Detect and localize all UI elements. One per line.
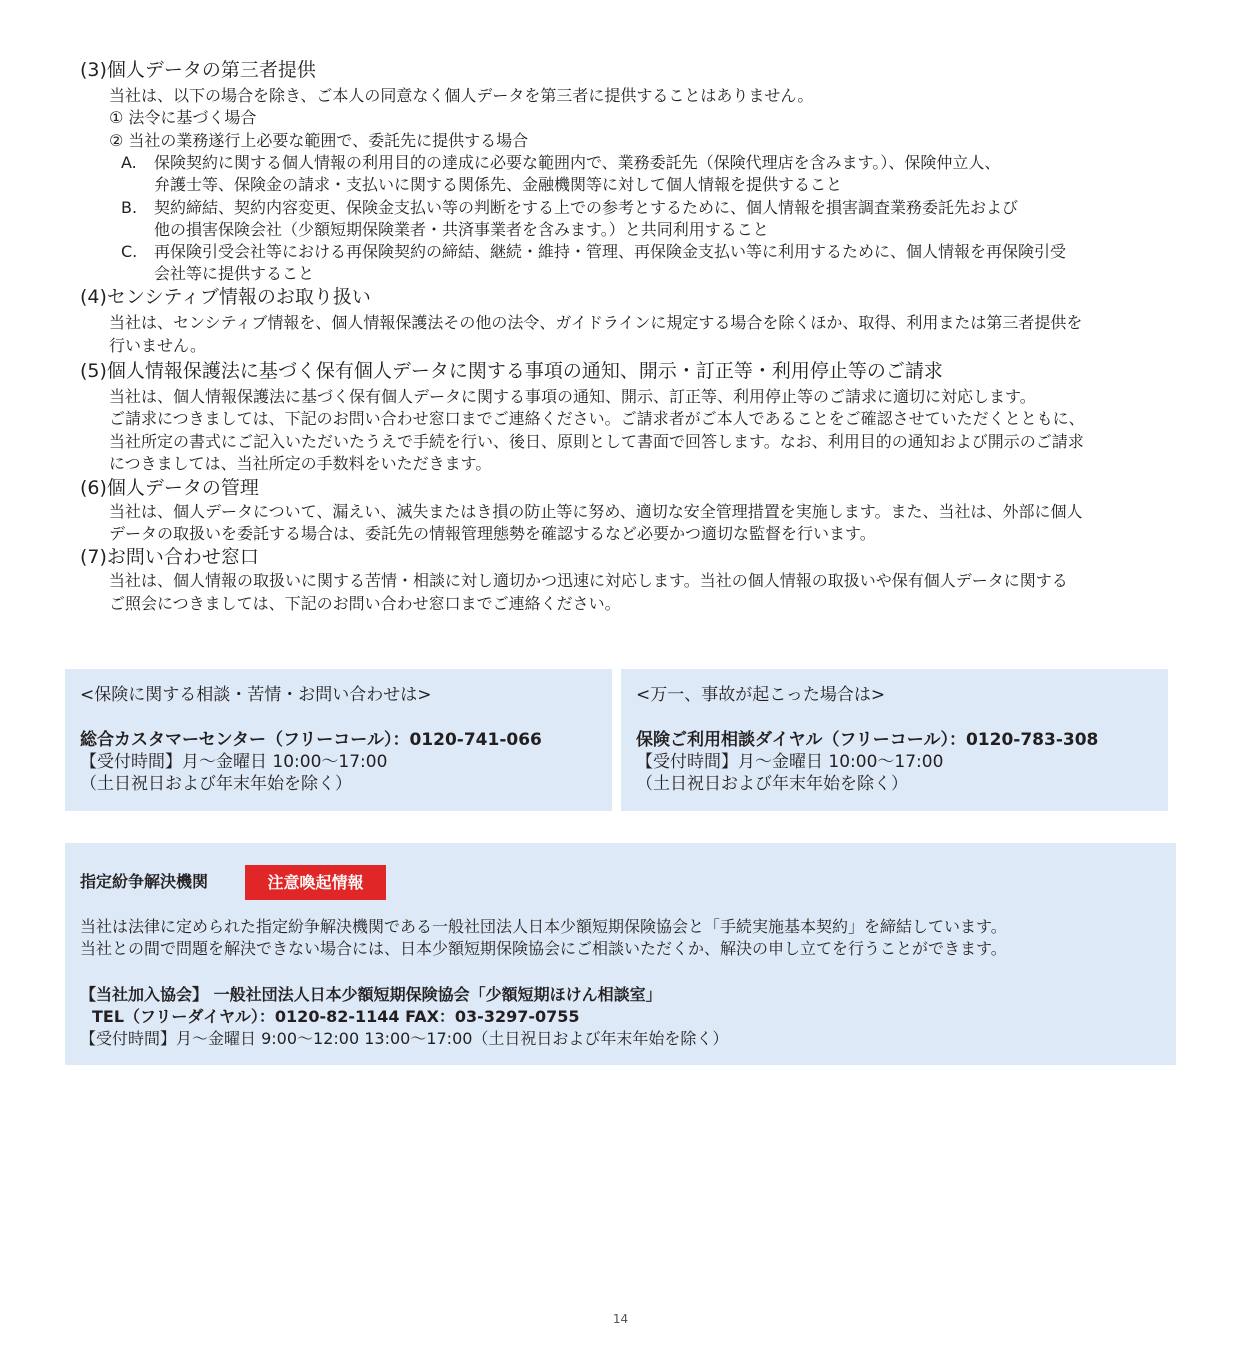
contact-right-hours: 【受付時間】月～金曜日 10:00～17:00 <box>636 752 944 772</box>
section-3-c-label: C. <box>121 242 138 261</box>
dispute-line-2: 当社との間で問題を解決できない場合には、日本少額短期保険協会にご相談いただくか、解決の申し立てを行うことができます。 <box>80 939 1007 958</box>
section-3-c-line-2: 会社等に提供すること <box>154 264 315 283</box>
contact-box-accident <box>621 669 1168 811</box>
section-5-line-2: ご請求につきましては、下記のお問い合わせ窓口までご連絡ください。ご請求者がご本人であることをご確認させていただくとともに、 <box>109 409 1085 428</box>
dispute-label: 指定紛争解決機関 <box>80 872 209 891</box>
contact-left-center: 総合カスタマーセンター（フリーコール）：0120-741-066 <box>80 730 542 750</box>
dispute-tel-fax: TEL（フリーダイヤル）：0120-82-1144 FAX：03-3297-0755 <box>92 1007 580 1026</box>
section-7-line-2: ご照会につきましては、下記のお問い合わせ窓口までご連絡ください。 <box>109 594 621 613</box>
section-3-item-1: ① 法令に基づく場合 <box>109 108 257 127</box>
section-3-intro: 当社は、以下の場合を除き、ご本人の同意なく個人データを第三者に提供することはありません。 <box>109 86 814 105</box>
section-3-a-line-2: 弁護士等、保険金の請求・支払いに関する関係先、金融機関等に対して個人情報を提供すること <box>154 175 843 194</box>
section-6-line-1: 当社は、個人データについて、漏えい、滅失またはき損の防止等に努め、適切な安全管理措置を実施します。また、当社は、外部に個人 <box>109 502 1083 521</box>
section-3-b-line-1: 契約締結、契約内容変更、保険金支払い等の判断をする上での参考とするために、個人情報を損害調査業務委託先および <box>154 198 1019 217</box>
section-5-line-1: 当社は、個人情報保護法に基づく保有個人データに関する事項の通知、開示、訂正等、利用停止等のご請求に適切に対応します。 <box>109 387 1036 406</box>
section-3-item-2: ② 当社の業務遂行上必要な範囲で、委託先に提供する場合 <box>109 131 529 150</box>
section-4-line-1: 当社は、センシティブ情報を、個人情報保護法その他の法令、ガイドラインに規定する場合を除くほか、取得、利用または第三者提供を <box>109 313 1083 332</box>
dispute-line-1: 当社は法律に定められた指定紛争解決機関である一般社団法人日本少額短期保険協会と「手続実施基本契約」を締結しています。 <box>80 917 1007 936</box>
section-3-a-label: A. <box>121 153 137 172</box>
section-3-heading: (3)個人データの第三者提供 <box>80 59 316 81</box>
dispute-association: 【当社加入協会】 一般社団法人日本少額短期保険協会「少額短期ほけん相談室」 <box>80 985 662 1004</box>
section-5-line-3: 当社所定の書式にご記入いただいたうえで手続を行い、後日、原則として書面で回答します。なお、利用目的の通知および開示のご請求 <box>109 432 1084 451</box>
contact-left-hours: 【受付時間】月～金曜日 10:00～17:00 <box>80 752 388 772</box>
section-4-heading: (4)センシティブ情報のお取り扱い <box>80 286 371 308</box>
contact-right-note: （土日祝日および年末年始を除く） <box>636 774 908 794</box>
section-3-b-line-2: 他の損害保険会社（少額短期保険業者・共済事業者を含みます。）と共同利用すること <box>154 220 769 239</box>
page-number: 14 <box>612 1312 629 1326</box>
section-5-line-4: につきましては、当社所定の手数料をいただきます。 <box>109 454 492 473</box>
section-3-c-line-1: 再保険引受会社等における再保険契約の締結、継続・維持・管理、再保険金支払い等に利用するために、個人情報を再保険引受 <box>154 242 1067 261</box>
dispute-hours: 【受付時間】月～金曜日 9:00～12:00 13:00～17:00（土日祝日および年末年始を除く） <box>80 1029 729 1048</box>
section-3-b-label: B. <box>121 198 138 217</box>
section-7-line-1: 当社は、個人情報の取扱いに関する苦情・相談に対し適切かつ迅速に対応します。当社の個人情報の取扱いや保有個人データに関する <box>109 571 1068 590</box>
section-6-heading: (6)個人データの管理 <box>80 477 259 499</box>
section-7-heading: (7)お問い合わせ窓口 <box>80 546 259 568</box>
section-4-line-2: 行いません。 <box>109 336 206 355</box>
contact-right-center: 保険ご利用相談ダイヤル（フリーコール）：0120-783-308 <box>636 730 1099 750</box>
contact-left-note: （土日祝日および年末年始を除く） <box>80 774 352 794</box>
caution-badge: 注意喚起情報 <box>245 865 386 900</box>
contact-right-title: <万一、事故が起こった場合は> <box>636 685 886 705</box>
section-5-heading: (5)個人情報保護法に基づく保有個人データに関する事項の通知、開示・訂正等・利用停止等のご請求 <box>80 360 943 382</box>
section-3-a-line-1: 保険契約に関する個人情報の利用目的の達成に必要な範囲内で、業務委託先（保険代理店を含みます。）、保険仲立人、 <box>154 153 1001 172</box>
contact-left-title: <保険に関する相談・苦情・お問い合わせは> <box>80 685 432 705</box>
section-6-line-2: データの取扱いを委託する場合は、委託先の情報管理態勢を確認するなど必要かつ適切な監督を行います。 <box>109 524 876 543</box>
contact-box-insurance <box>65 669 612 811</box>
